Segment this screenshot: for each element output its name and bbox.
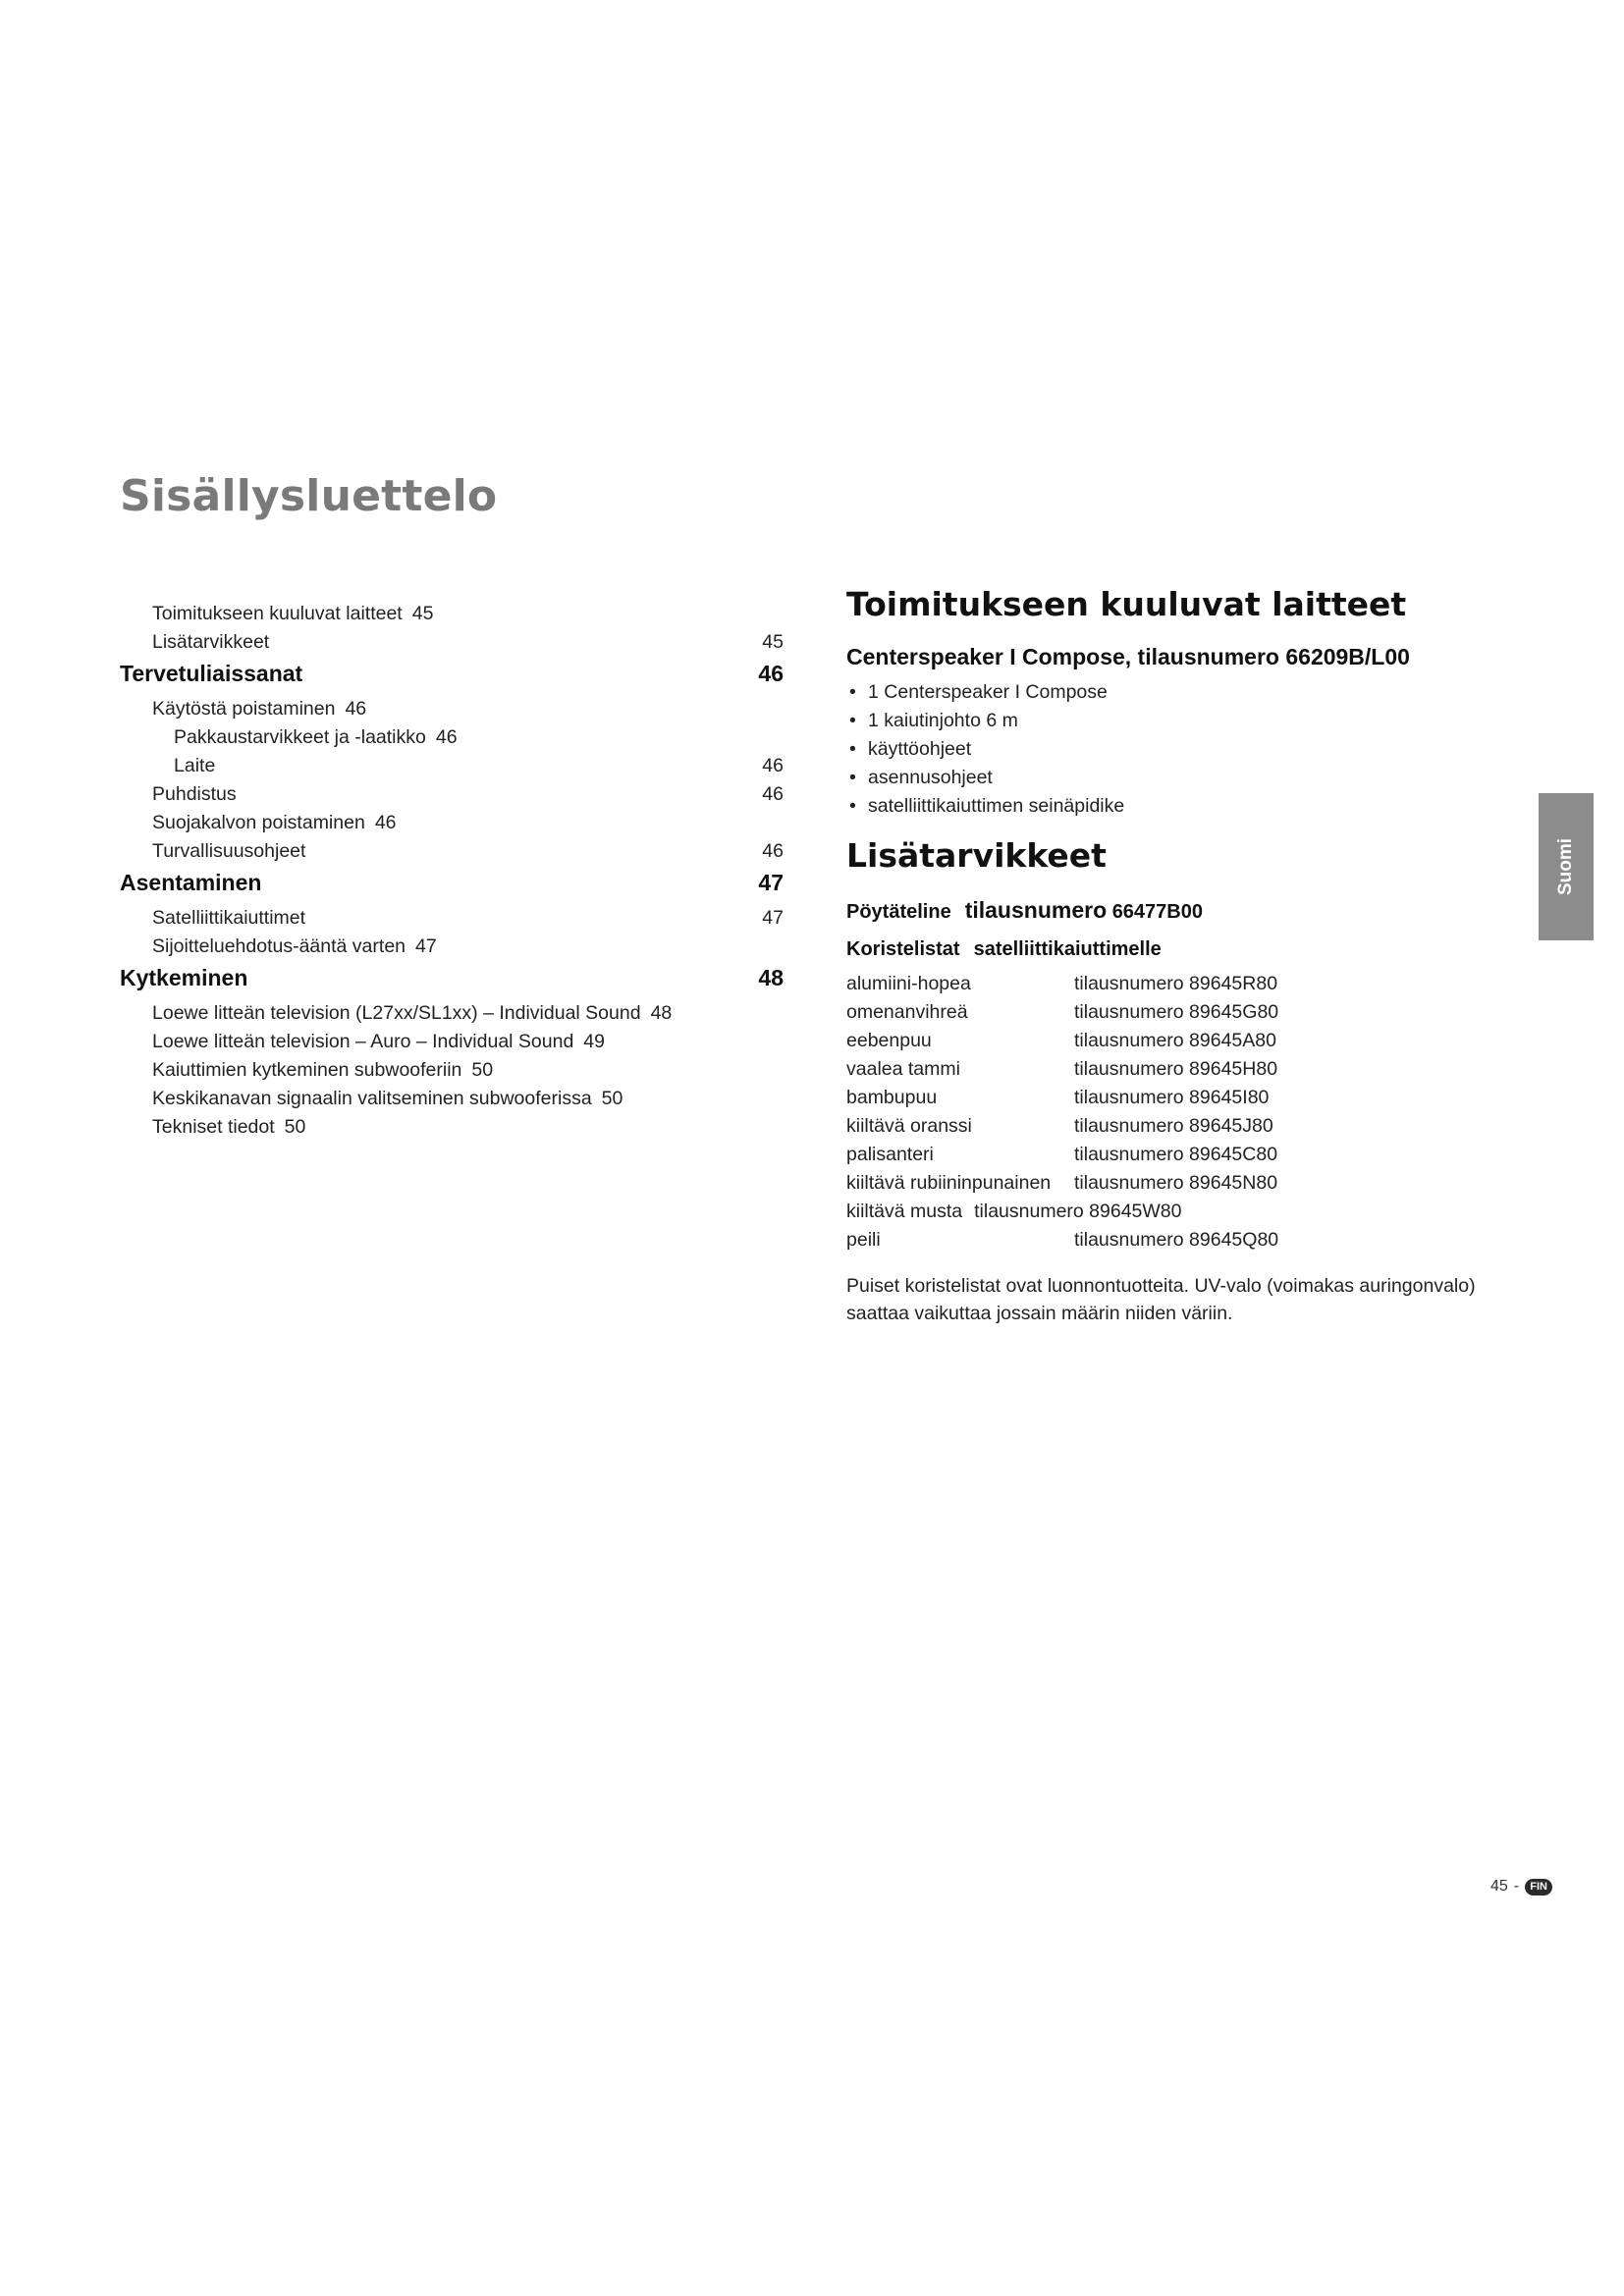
strip-finish: vaalea tammi	[846, 1058, 960, 1080]
delivery-item: • käyttöohjeet	[846, 735, 1494, 764]
strip-order-number: tilausnumero 89645J80	[1074, 1115, 1273, 1137]
toc-entry	[120, 1056, 784, 1085]
toc-entry	[120, 837, 784, 866]
toc-entry-title: Laite	[174, 755, 216, 776]
strip-order-number: tilausnumero 89645N80	[1074, 1172, 1278, 1194]
toc-entry-page: 46	[345, 698, 367, 720]
toc-entry-title: Tervetuliaissanat	[120, 661, 303, 686]
stand-label: Pöytäteline	[846, 901, 951, 923]
order-row	[846, 970, 1494, 998]
toc-entry	[120, 1113, 784, 1142]
toc-entry-title: Pakkaustarvikkeet ja -laatikko	[174, 726, 426, 748]
strip-finish: omenanvihreä	[846, 1001, 968, 1023]
toc-entry	[120, 809, 784, 837]
delivery-item: • 1 kaiutinjohto 6 m	[846, 707, 1494, 735]
toc-entry-page: 45	[762, 631, 784, 653]
delivery-items-list	[846, 678, 1494, 821]
order-row	[846, 1055, 1494, 1084]
toc-entry-page: 46	[762, 840, 784, 862]
toc-entry-title: Puhdistus	[152, 783, 237, 805]
language-badge-icon: FIN	[1525, 1879, 1552, 1896]
toc-entry	[120, 780, 784, 809]
order-row	[846, 1226, 1494, 1255]
language-tab	[1539, 793, 1594, 940]
strip-finish: eebenpuu	[846, 1030, 932, 1051]
toc-entry-page: 46	[374, 812, 397, 833]
toc-entry	[120, 1028, 784, 1056]
toc-entry	[120, 723, 784, 752]
toc-entry	[120, 1085, 784, 1113]
page-footer	[1490, 1878, 1552, 1896]
strip-finish: palisanteri	[846, 1144, 934, 1165]
toc-entry-title: Kaiuttimien kytkeminen subwooferiin	[152, 1059, 462, 1081]
strip-finish: kiiltävä oranssi	[846, 1115, 972, 1137]
strip-order-number: tilausnumero 89645W80	[974, 1201, 1182, 1222]
strips-for: satelliittikaiuttimelle	[973, 938, 1162, 960]
strip-finish: kiiltävä rubiininpunainen	[846, 1172, 1052, 1194]
toc-entry-page: 46	[762, 755, 784, 776]
toc-entry-title: Kytkeminen	[120, 965, 248, 990]
toc-entry-title: Asentaminen	[120, 870, 262, 895]
strip-order-number: tilausnumero 89645Q80	[1074, 1229, 1279, 1251]
toc-entry-title: Tekniset tiedot	[152, 1116, 275, 1138]
order-row	[846, 1141, 1494, 1169]
toc-entry-page: 50	[471, 1059, 494, 1081]
toc-entry-page: 46	[758, 661, 784, 686]
toc-entry-page: 45	[411, 603, 434, 624]
toc-entry-title: Keskikanavan signaalin valitseminen subwooferissa	[152, 1088, 592, 1109]
toc-entry	[120, 999, 784, 1028]
toc-entry	[120, 904, 784, 933]
toc-section	[120, 657, 784, 691]
toc-entry	[120, 695, 784, 723]
stand-order-number: 66477B00	[1111, 901, 1203, 923]
order-row	[846, 1084, 1494, 1112]
strip-order-number: tilausnumero 89645I80	[1074, 1087, 1270, 1108]
toc-section	[120, 961, 784, 995]
delivery-heading: Toimitukseen kuuluvat laitteet	[846, 585, 1407, 623]
right-column	[846, 583, 1494, 1327]
toc-entry-page: 46	[435, 726, 458, 748]
accessories-heading: Lisätarvikkeet	[846, 836, 1107, 875]
strip-finish: alumiini-hopea	[846, 973, 971, 994]
stand-line	[846, 895, 1494, 927]
toc-entry-title: Turvallisuusohjeet	[152, 840, 306, 862]
toc-entry-title: Loewe litteän television (L27xx/SL1xx) – Individual Sound	[152, 1002, 641, 1024]
order-row	[846, 1112, 1494, 1141]
strip-order-number: tilausnumero 89645C80	[1074, 1144, 1278, 1165]
toc-entry-page: 48	[650, 1002, 673, 1024]
toc-entry-title: Käytöstä poistaminen	[152, 698, 336, 720]
wood-note: Puiset koristelistat ovat luonnontuotteita. UV-valo (voimakas auringonvalo) saattaa vaikuttaa jossain määrin niiden väriin.	[846, 1275, 1476, 1324]
footer-separator: -	[1513, 1878, 1520, 1895]
strips-order-table	[846, 970, 1494, 1255]
page-number: 45	[1490, 1878, 1508, 1895]
toc-entry-page: 50	[284, 1116, 306, 1138]
toc-entry	[120, 752, 784, 780]
strip-order-number: tilausnumero 89645A80	[1074, 1030, 1276, 1051]
strips-label: Koristelistat	[846, 938, 960, 960]
toc-entry	[120, 628, 784, 657]
toc-entry	[120, 600, 784, 628]
order-row	[846, 1169, 1494, 1198]
toc-entry-page: 48	[758, 965, 784, 990]
toc-entry-page: 47	[762, 907, 784, 929]
toc-entry-page: 46	[762, 783, 784, 805]
stand-order-label: tilausnumero	[964, 897, 1108, 923]
toc-entry-page: 47	[415, 935, 437, 957]
delivery-item: • satelliittikaiuttimen seinäpidike	[846, 792, 1494, 821]
strip-finish: peili	[846, 1229, 881, 1251]
toc-entry-title: Sijoitteluehdotus-ääntä varten	[152, 935, 406, 957]
toc-entry-page: 47	[758, 870, 784, 895]
toc-entry-title: Loewe litteän television – Auro – Individual Sound	[152, 1031, 574, 1052]
toc-entry-title: Lisätarvikkeet	[152, 631, 270, 653]
strip-order-number: tilausnumero 89645G80	[1074, 1001, 1279, 1023]
order-row	[846, 998, 1494, 1027]
delivery-item: • asennusohjeet	[846, 764, 1494, 792]
toc-entry-title: Toimitukseen kuuluvat laitteet	[152, 603, 403, 624]
language-tab-label: Suomi	[1555, 837, 1576, 896]
toc-entry-page: 49	[583, 1031, 605, 1052]
delivery-item: • 1 Centerspeaker I Compose	[846, 678, 1494, 707]
toc-section	[120, 866, 784, 900]
table-of-contents	[120, 600, 784, 1142]
toc-entry-title: Suojakalvon poistaminen	[152, 812, 365, 833]
toc-entry-title: Satelliittikaiuttimet	[152, 907, 306, 929]
strip-finish: bambupuu	[846, 1087, 938, 1108]
strips-line	[846, 934, 1494, 964]
order-row	[846, 1198, 1494, 1226]
strip-finish: kiiltävä musta	[846, 1201, 963, 1222]
order-row	[846, 1027, 1494, 1055]
page-title: Sisällysluettelo	[120, 471, 498, 521]
toc-entry-page: 50	[601, 1088, 623, 1109]
toc-entry	[120, 933, 784, 961]
delivery-product-line: Centerspeaker I Compose, tilausnumero 66209B/L00	[846, 644, 1410, 669]
strip-order-number: tilausnumero 89645H80	[1074, 1058, 1278, 1080]
strip-order-number: tilausnumero 89645R80	[1074, 973, 1278, 994]
